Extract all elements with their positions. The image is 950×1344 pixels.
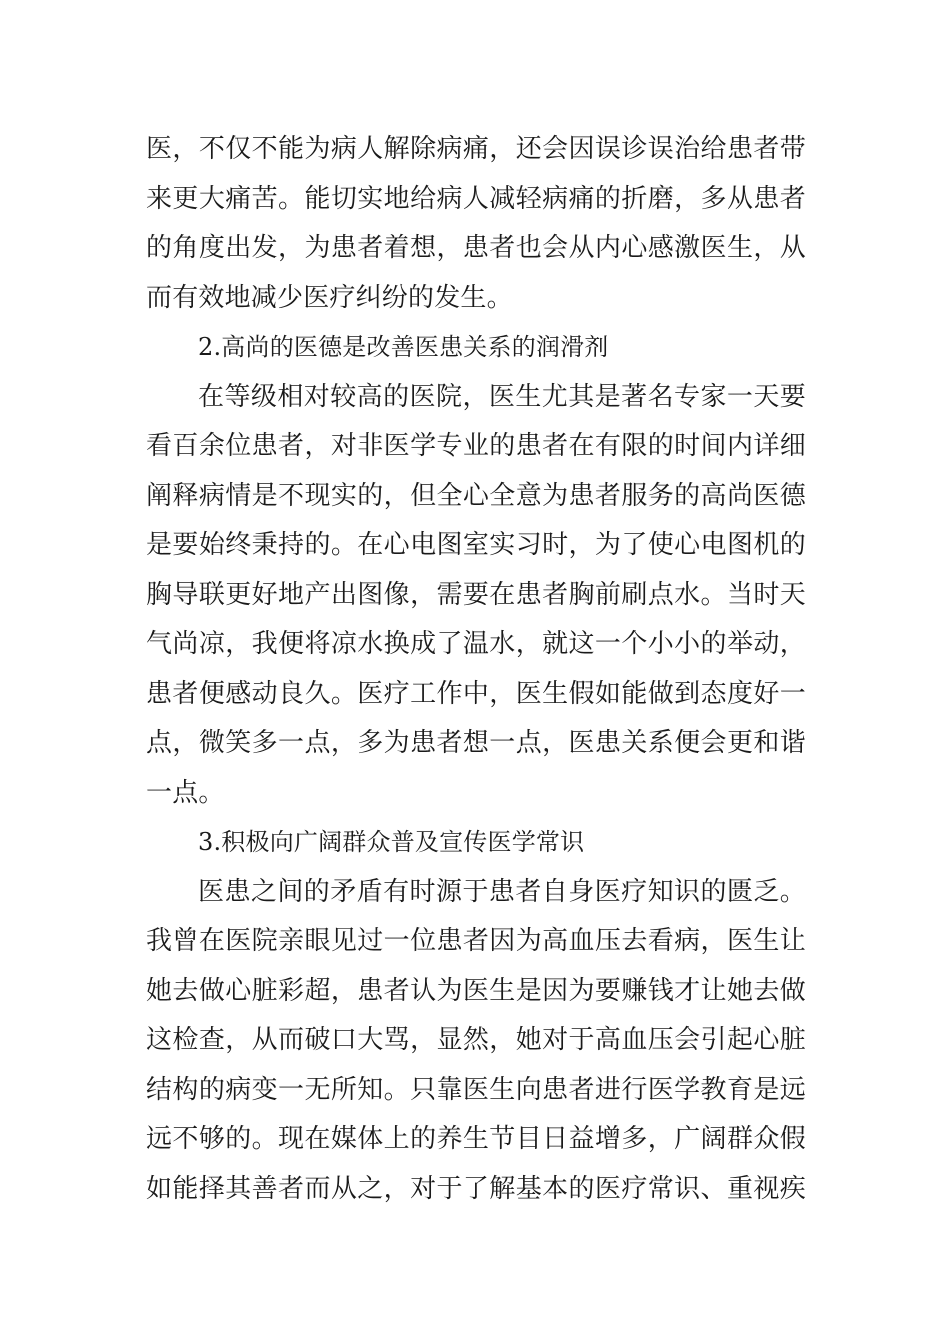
text-line: 气尚凉，我便将凉水换成了温水，就这一个小小的举动， — [146, 629, 806, 659]
text-line: 看百余位患者，对非医学专业的患者在有限的时间内详细 — [146, 431, 806, 461]
section-heading: 2.高尚的医德是改善医患关系的润滑剂 — [198, 333, 609, 361]
text-line: 在等级相对较高的医院，医生尤其是著名专家一天要 — [198, 381, 806, 412]
text-line: 的角度出发，为患者着想，患者也会从内心感激医生，从 — [146, 233, 806, 263]
text-line: 医，不仅不能为病人解除病痛，还会因误诊误治给患者带 — [146, 134, 806, 164]
text-line: 是要始终秉持的。在心电图室实习时，为了使心电图机的 — [146, 530, 806, 560]
text-line: 点，微笑多一点，多为患者想一点，医患关系便会更和谐 — [146, 728, 806, 758]
text-line: 她去做心脏彩超，患者认为医生是因为要赚钱才让她去做 — [146, 975, 806, 1006]
text-line: 患者便感动良久。医疗工作中，医生假如能做到态度好一 — [146, 678, 806, 709]
text-line: 来更大痛苦。能切实地给病人减轻病痛的折磨，多从患者 — [146, 183, 806, 214]
section-heading: 3.积极向广阔群众普及宣传医学常识 — [198, 828, 585, 856]
text-line: 而有效地减少医疗纠纷的发生。 — [146, 282, 513, 313]
text-line: 我曾在医院亲眼见过一位患者因为高血压去看病，医生让 — [146, 926, 806, 956]
text-line: 一点。 — [146, 777, 225, 808]
text-line: 医患之间的矛盾有时源于患者自身医疗知识的匮乏。 — [198, 876, 806, 907]
text-line: 远不够的。现在媒体上的养生节目日益增多，广阔群众假 — [146, 1124, 806, 1154]
text-line: 这检查，从而破口大骂，显然，她对于高血压会引起心脏 — [146, 1025, 806, 1055]
text-line: 阐释病情是不现实的，但全心全意为患者服务的高尚医德 — [146, 480, 806, 511]
document-body — [146, 125, 806, 1214]
text-line: 结构的病变一无所知。只靠医生向患者进行医学教育是远 — [146, 1074, 806, 1105]
text-line: 如能择其善者而从之，对于了解基本的医疗常识、重视疾 — [146, 1173, 806, 1204]
text-line: 胸导联更好地产出图像，需要在患者胸前刷点水。当时天 — [146, 579, 806, 610]
